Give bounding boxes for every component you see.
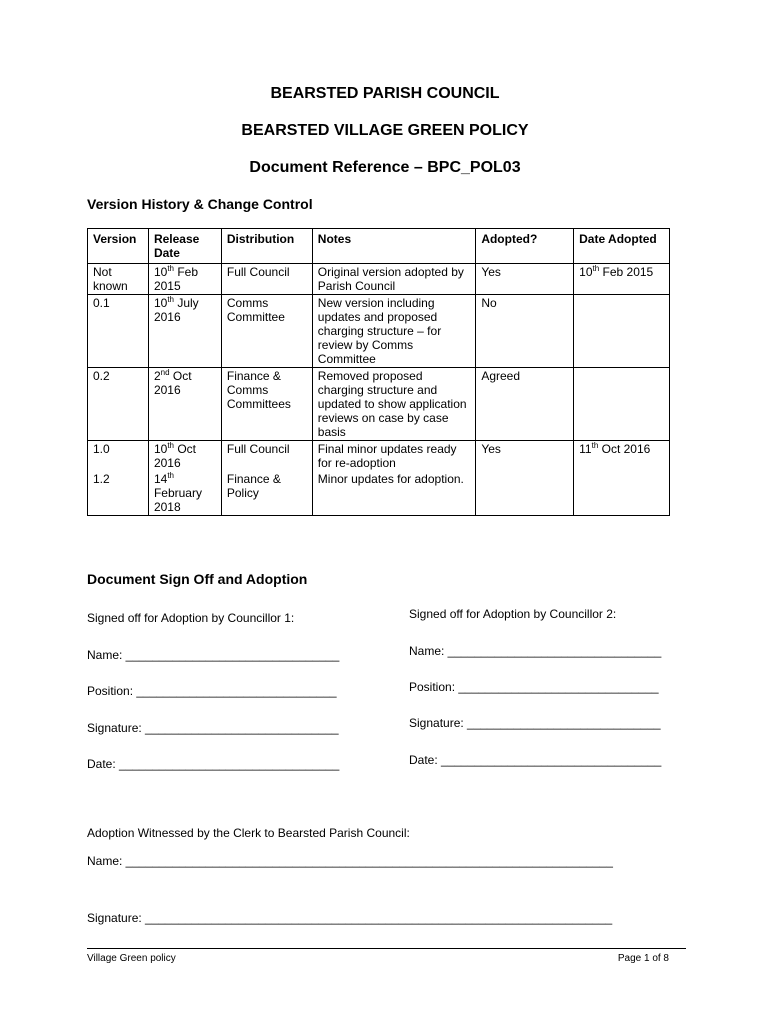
councillor1-signature-field[interactable]: Signature: _____________________________ [87,721,339,735]
version-history-heading: Version History & Change Control [87,196,313,212]
table-row [88,471,670,516]
version-history-table [87,228,670,516]
councillor2-name-field[interactable]: Name: ________________________________ [409,644,662,658]
council-title: BEARSTED PARISH COUNCIL [270,85,500,102]
column-header: Adopted? [476,229,574,264]
distribution-cell: Finance & Policy [221,471,312,516]
version-cell: 1.0 [88,441,149,472]
adopted-cell: Agreed [476,368,574,441]
table-row [88,295,670,368]
column-header: Release Date [148,229,221,264]
clerk-signature-field[interactable]: Signature: ______________________________________________________________________ [87,911,613,925]
councillor1-title: Signed off for Adoption by Councillor 1: [87,611,295,625]
councillor2-position-field[interactable]: Position: ______________________________ [409,680,659,694]
policy-title: BEARSTED VILLAGE GREEN POLICY [241,122,529,139]
document-reference: Document Reference – BPC_POL03 [249,159,521,176]
clerk-title: Adoption Witnessed by the Clerk to Bearsted Parish Council: [87,826,410,840]
version-cell: 0.1 [88,295,149,368]
distribution-cell: Finance & Comms Committees [221,368,312,441]
date-adopted-cell [574,368,670,441]
table-row [88,264,670,295]
distribution-cell: Full Council [221,441,312,472]
councillor1-date-field[interactable]: Date: _________________________________ [87,757,340,771]
date-adopted-cell [574,471,670,516]
notes-cell: Original version adopted by Parish Council [312,264,476,295]
date-adopted-cell [574,295,670,368]
release-date-cell: 2nd Oct 2016 [148,368,221,441]
councillor1-name-field[interactable]: Name: ________________________________ [87,648,340,662]
version-cell: 0.2 [88,368,149,441]
adopted-cell: Yes [476,264,574,295]
footer-divider [87,948,686,949]
column-header: Notes [312,229,476,264]
footer-document-name: Village Green policy [87,953,176,964]
notes-cell: Removed proposed charging structure and updated to show application reviews on case by case basis [312,368,476,441]
release-date-cell: 10th Feb 2015 [148,264,221,295]
adopted-cell: No [476,295,574,368]
councillor1-position-field[interactable]: Position: ______________________________ [87,684,337,698]
version-cell: Not known [88,264,149,295]
release-date-cell: 14th February 2018 [148,471,221,516]
footer-page-number: Page 1 of 8 [617,953,669,964]
notes-cell: Final minor updates ready for re-adoption [312,441,476,472]
column-header: Version [88,229,149,264]
version-cell: 1.2 [88,471,149,516]
distribution-cell: Comms Committee [221,295,312,368]
councillor2-title: Signed off for Adoption by Councillor 2: [409,607,617,621]
release-date-cell: 10th Oct 2016 [148,441,221,472]
table-row [88,441,670,472]
councillor2-signature-field[interactable]: Signature: _____________________________ [409,716,661,730]
adopted-cell [476,471,574,516]
table-row [88,368,670,441]
column-header: Distribution [221,229,312,264]
councillor2-date-field[interactable]: Date: _________________________________ [409,753,662,767]
date-adopted-cell: 10th Feb 2015 [574,264,670,295]
signoff-heading: Document Sign Off and Adoption [87,571,308,587]
date-adopted-cell: 11th Oct 2016 [574,441,670,472]
table-header-row [88,229,670,264]
notes-cell: Minor updates for adoption. [312,471,476,516]
notes-cell: New version including updates and proposed charging structure – for review by Comms Committee [312,295,476,368]
column-header: Date Adopted [574,229,670,264]
release-date-cell: 10th July 2016 [148,295,221,368]
distribution-cell: Full Council [221,264,312,295]
adopted-cell: Yes [476,441,574,472]
clerk-name-field[interactable]: Name: _________________________________________________________________________ [87,854,613,868]
